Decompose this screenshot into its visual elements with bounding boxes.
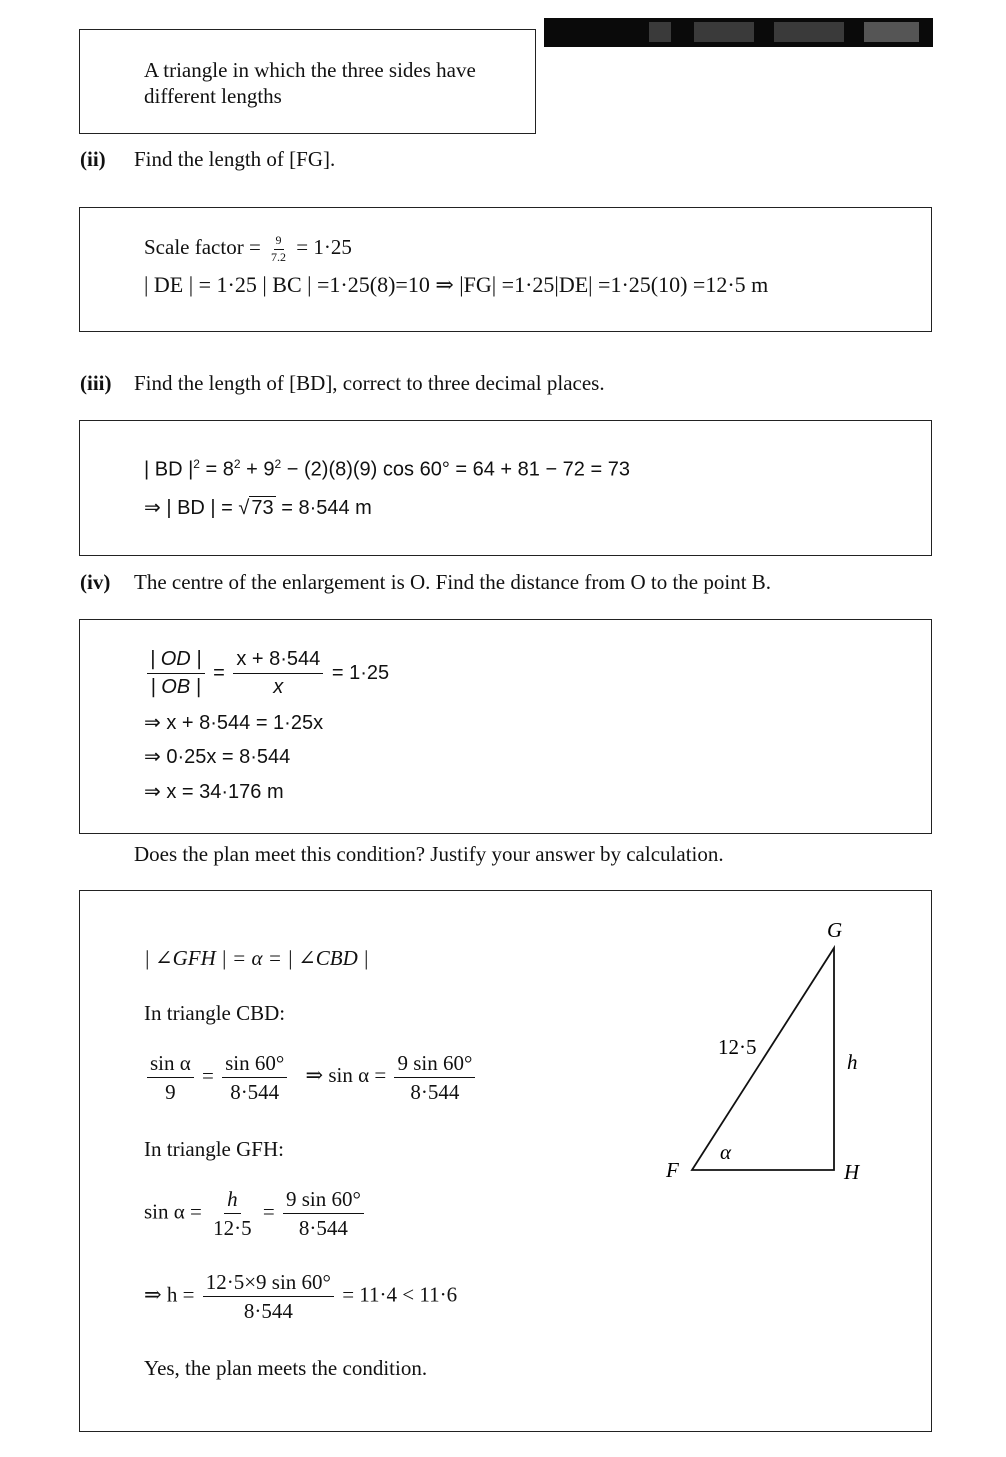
answer-i-line-2: different lengths bbox=[144, 84, 282, 108]
fraction-denominator: 8·544 bbox=[243, 1299, 293, 1324]
scan-header-bar bbox=[544, 18, 933, 47]
answer-box-iv bbox=[79, 619, 932, 834]
h-value-fraction bbox=[203, 1270, 334, 1323]
od-ob-fraction bbox=[147, 648, 205, 699]
answer-i-line-1: A triangle in which the three sides have bbox=[144, 58, 476, 82]
x-fraction bbox=[233, 648, 323, 699]
implies-sin: ⇒ sin α = bbox=[305, 1063, 387, 1088]
angle-equality-line: | ∠GFH | = α = | ∠CBD | bbox=[144, 946, 369, 970]
answer-box-i bbox=[79, 29, 536, 134]
fraction-denominator: 8·544 bbox=[410, 1080, 460, 1105]
step-1: ⇒ x + 8·544 = 1·25x bbox=[144, 712, 324, 734]
term-9: + 9 bbox=[246, 458, 275, 481]
vertex-f-label: F bbox=[666, 1158, 679, 1182]
fraction-denominator: 8·544 bbox=[298, 1216, 348, 1241]
answer-box-iii bbox=[79, 420, 932, 556]
sin-alpha-lead: sin α = bbox=[144, 1199, 202, 1224]
answer-box-ii bbox=[79, 207, 932, 332]
exponent: 2 bbox=[233, 457, 241, 471]
equals-sign: = bbox=[262, 1199, 275, 1224]
question-text: Does the plan meet this condition? Justify your answer by calculation. bbox=[134, 842, 724, 866]
fraction-numerator: | OD | bbox=[147, 648, 205, 674]
fraction-denominator: 8·544 bbox=[230, 1080, 280, 1105]
h-lead: ⇒ h = bbox=[144, 1282, 195, 1307]
equals-sign: = bbox=[213, 661, 225, 684]
fraction-numerator: 12·5×9 sin 60° bbox=[203, 1270, 334, 1297]
fraction-denominator: x bbox=[273, 676, 284, 698]
scan-smear bbox=[864, 22, 919, 42]
term-8: = 8 bbox=[205, 458, 234, 481]
equals-sign: = bbox=[202, 1063, 214, 1088]
bd-lead: ⇒ | BD | = bbox=[144, 497, 233, 519]
scan-smear bbox=[649, 22, 671, 42]
fraction-denominator: 12·5 bbox=[213, 1216, 252, 1241]
angle-alpha-label: α bbox=[720, 1140, 732, 1164]
bd-value: = 8·544 m bbox=[281, 497, 372, 519]
conclusion: Yes, the plan meets the condition. bbox=[144, 1356, 428, 1380]
fraction-numerator: sin α bbox=[147, 1051, 194, 1078]
fraction-numerator: sin 60° bbox=[222, 1051, 287, 1078]
scale-fraction bbox=[269, 234, 288, 265]
triangle-cbd-label: In triangle CBD: bbox=[144, 1001, 286, 1025]
fraction-numerator: h bbox=[224, 1187, 241, 1214]
ratio-result: = 1·25 bbox=[331, 661, 390, 684]
sqrt-sign: √ bbox=[238, 497, 250, 519]
fraction-numerator: x + 8·544 bbox=[233, 648, 323, 674]
question-text: Find the length of [FG]. bbox=[134, 147, 336, 171]
fraction-numerator: 9 sin 60° bbox=[394, 1051, 475, 1078]
exponent: 2 bbox=[274, 457, 282, 471]
triangle-shape bbox=[692, 948, 834, 1170]
side-h-label: h bbox=[847, 1050, 858, 1074]
step-3: ⇒ x = 34·176 m bbox=[144, 781, 284, 803]
hypotenuse-label: 12·5 bbox=[718, 1035, 757, 1059]
sqrt-radicand: 73 bbox=[251, 497, 274, 519]
fraction-denominator: 9 bbox=[165, 1080, 176, 1105]
answer-box-v bbox=[79, 890, 932, 1432]
fraction-denominator: 7.2 bbox=[271, 249, 287, 264]
question-text: The centre of the enlargement is O. Find the distance from O to the point B. bbox=[134, 570, 772, 594]
sin-60-ratio-fraction bbox=[283, 1187, 364, 1240]
fraction-numerator: 9 sin 60° bbox=[283, 1187, 364, 1214]
scale-factor-line bbox=[144, 234, 352, 265]
h-result-line bbox=[144, 1270, 457, 1323]
sin-alpha-result-fraction bbox=[394, 1051, 475, 1104]
fg-length-line: | DE | = 1·25 | BC | =1·25(8)=10 ⇒ |FG| =1·25|DE| =1·25(10) =12·5 m bbox=[144, 272, 769, 297]
question-number: (iv) bbox=[80, 570, 111, 594]
h-comparison: = 11·4 < 11·6 bbox=[342, 1282, 458, 1307]
sin-alpha-fraction bbox=[147, 1051, 194, 1104]
exponent: 2 bbox=[193, 457, 200, 471]
sine-rule-line bbox=[144, 1051, 478, 1104]
question-number: (iii) bbox=[80, 371, 112, 395]
triangle-gfh-label: In triangle GFH: bbox=[144, 1137, 284, 1161]
h-fraction bbox=[210, 1187, 255, 1240]
bd-squared: | BD | bbox=[144, 458, 194, 481]
fraction-denominator: | OB | bbox=[150, 676, 201, 698]
gfh-sine-line bbox=[144, 1187, 367, 1240]
cosine-rule-line bbox=[144, 457, 630, 482]
vertex-h-label: H bbox=[844, 1160, 860, 1184]
question-text: Find the length of [BD], correct to three decimal places. bbox=[134, 371, 605, 395]
vertex-g-label: G bbox=[827, 918, 843, 942]
question-number: (ii) bbox=[80, 147, 106, 171]
right-triangle-diagram bbox=[640, 911, 920, 1191]
scan-smear bbox=[694, 22, 754, 42]
sin-60-fraction bbox=[222, 1051, 287, 1104]
scale-label: Scale factor = bbox=[144, 235, 261, 260]
scan-smear bbox=[774, 22, 844, 42]
step-2: ⇒ 0·25x = 8·544 bbox=[144, 746, 291, 768]
cosine-term: − (2)(8)(9) cos 60° = 64 + 81 − 72 = 73 bbox=[286, 458, 630, 481]
bd-result-line bbox=[144, 495, 372, 520]
scale-result: = 1·25 bbox=[296, 235, 352, 260]
fraction-numerator: 9 bbox=[274, 234, 284, 250]
ratio-line bbox=[144, 648, 389, 699]
